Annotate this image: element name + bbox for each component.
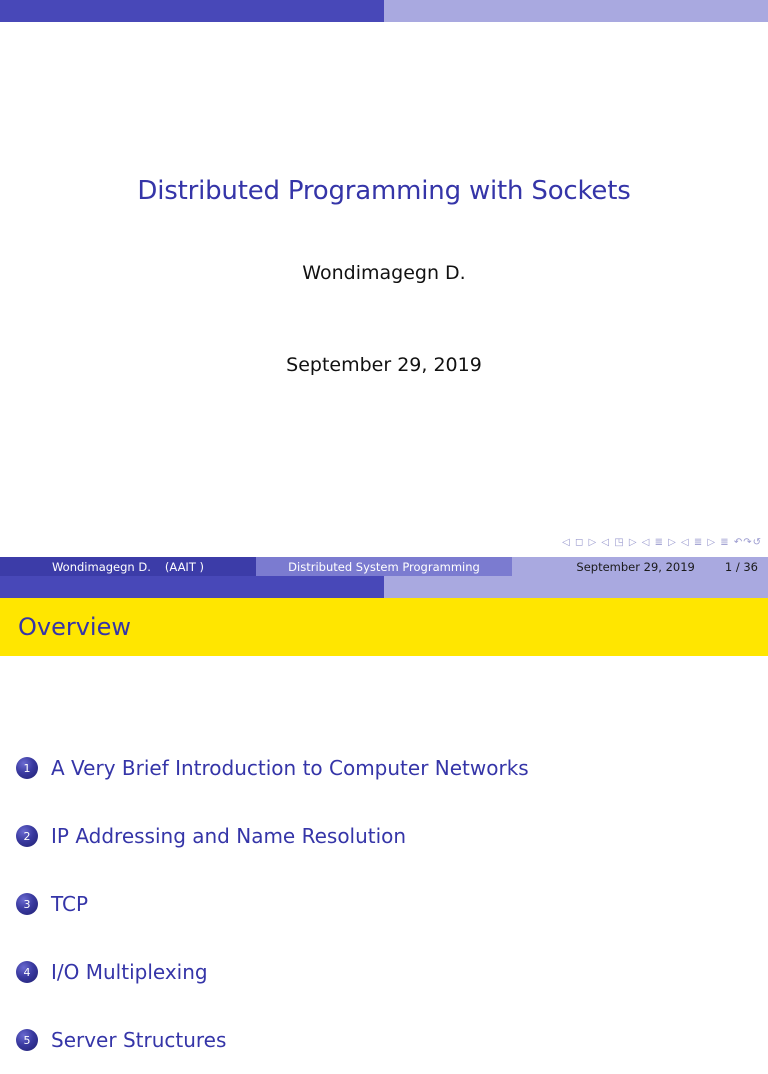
- footer-short-title: Distributed System Programming: [288, 559, 480, 574]
- header-bar-left: [0, 0, 384, 22]
- numbered-ball-icon: 5: [16, 1029, 38, 1051]
- toc-item[interactable]: [16, 734, 529, 802]
- footer-page-number: 1 / 36: [724, 559, 758, 574]
- header-bar-left: [0, 576, 384, 598]
- footer-date: September 29, 2019: [576, 559, 695, 574]
- header-bar-right: [384, 0, 768, 22]
- header-bar: [0, 0, 768, 22]
- toc-item-label[interactable]: I/O Multiplexing: [51, 960, 208, 984]
- header-bar-right: [384, 576, 768, 598]
- header-bar: [0, 576, 768, 598]
- presentation-title: Distributed Programming with Sockets: [137, 176, 631, 206]
- toc-item[interactable]: [16, 870, 529, 938]
- numbered-ball-icon: 4: [16, 961, 38, 983]
- toc-item[interactable]: [16, 1006, 529, 1074]
- numbered-ball-icon: 1: [16, 757, 38, 779]
- footer-author: Wondimagegn D.: [51, 559, 151, 574]
- presentation-date: September 29, 2019: [286, 354, 482, 376]
- footer-author-box: [0, 557, 256, 576]
- toc-item[interactable]: [16, 802, 529, 870]
- footer-date-box: [512, 557, 768, 576]
- toc-item-label[interactable]: A Very Brief Introduction to Computer Networks: [51, 756, 529, 780]
- numbered-ball-icon: 3: [16, 893, 38, 915]
- frame-title: Overview: [18, 613, 131, 641]
- toc-item[interactable]: [16, 938, 529, 1006]
- footer-bar: [0, 557, 768, 576]
- toc-item-label[interactable]: IP Addressing and Name Resolution: [51, 824, 407, 848]
- toc-item-label[interactable]: Server Structures: [51, 1028, 227, 1052]
- table-of-contents: [16, 734, 529, 1074]
- footer-institute: (AAIT ): [164, 559, 204, 574]
- footer-title-box: [256, 557, 512, 576]
- overview-slide: [0, 576, 768, 1052]
- beamer-navigation-icons[interactable]: ◁ ◻ ▷ ◁ ◳ ▷ ◁ ≣ ▷ ◁ ≣ ▷ ≣ ↶↷↺: [562, 537, 762, 548]
- presentation-author: Wondimagegn D.: [302, 262, 466, 284]
- numbered-ball-icon: 2: [16, 825, 38, 847]
- toc-item-label[interactable]: TCP: [51, 892, 89, 916]
- frame-title-bar: [0, 598, 768, 656]
